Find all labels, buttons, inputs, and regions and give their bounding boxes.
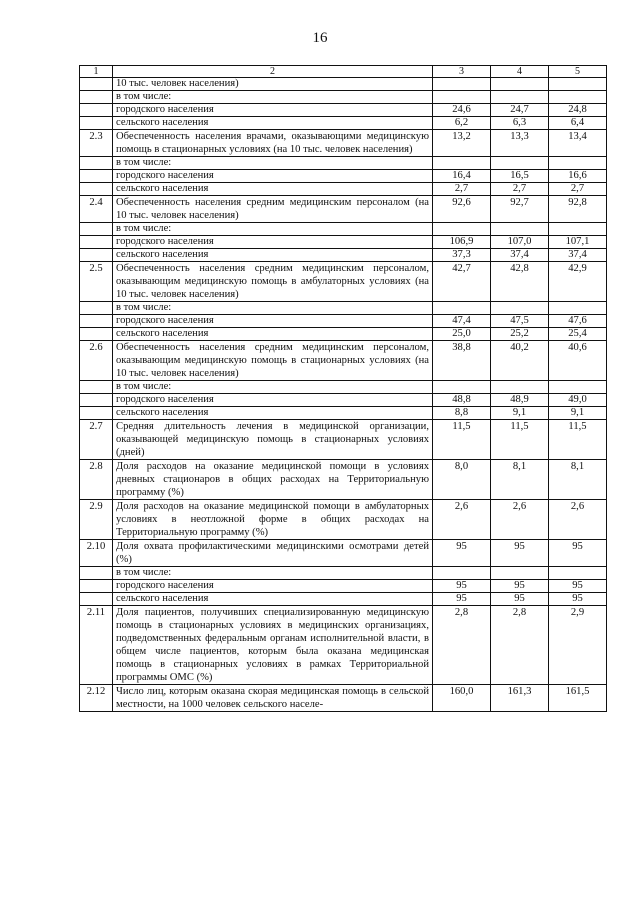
indicator-name-cell: Доля охвата профилактическими медицинскими осмотрами детей (%) <box>113 540 433 567</box>
indicator-name-cell: Обеспеченность населения средним медицинским персоналом (на 10 тыс. человек населения) <box>113 196 433 223</box>
indicator-name-cell: Доля расходов на оказание медицинской помощи в амбулаторных условиях в неотложной форме в общих расходах на Территориальную программу (%) <box>113 500 433 540</box>
value-cell-col4: 47,5 <box>491 315 549 328</box>
value-cell-col4: 13,3 <box>491 130 549 157</box>
indicator-name-cell: 10 тыс. человек населения) <box>113 78 433 91</box>
value-cell-col3 <box>433 157 491 170</box>
column-header: 3 <box>433 66 491 78</box>
table-subrow <box>80 170 607 183</box>
value-cell-col4: 16,5 <box>491 170 549 183</box>
indicator-name-cell: сельского населения <box>113 117 433 130</box>
value-cell-col4 <box>491 78 549 91</box>
value-cell-col4: 2,7 <box>491 183 549 196</box>
value-cell-col3: 37,3 <box>433 249 491 262</box>
value-cell-col5: 25,4 <box>549 328 607 341</box>
row-number-cell <box>80 580 113 593</box>
indicator-name-cell: Число лиц, которым оказана скорая медицинская помощь в сельской местности, на 1000 человек сельского населе- <box>113 685 433 712</box>
value-cell-col4 <box>491 567 549 580</box>
value-cell-col5: 49,0 <box>549 394 607 407</box>
row-number-cell <box>80 91 113 104</box>
row-number-cell: 2.5 <box>80 262 113 302</box>
indicator-name-cell: в том числе: <box>113 157 433 170</box>
value-cell-col5: 40,6 <box>549 341 607 381</box>
table-subrow <box>80 381 607 394</box>
table-subrow <box>80 249 607 262</box>
table-subrow <box>80 91 607 104</box>
value-cell-col4 <box>491 157 549 170</box>
value-cell-col5: 13,4 <box>549 130 607 157</box>
column-header: 4 <box>491 66 549 78</box>
row-number-cell <box>80 315 113 328</box>
value-cell-col3: 106,9 <box>433 236 491 249</box>
table-header-row <box>80 66 607 78</box>
indicator-name-cell: сельского населения <box>113 328 433 341</box>
value-cell-col3: 38,8 <box>433 341 491 381</box>
value-cell-col3: 24,6 <box>433 104 491 117</box>
value-cell-col5 <box>549 157 607 170</box>
value-cell-col4: 95 <box>491 580 549 593</box>
table-row <box>80 130 607 157</box>
value-cell-col4: 107,0 <box>491 236 549 249</box>
row-number-cell <box>80 183 113 196</box>
value-cell-col5: 92,8 <box>549 196 607 223</box>
value-cell-col4 <box>491 91 549 104</box>
value-cell-col3: 13,2 <box>433 130 491 157</box>
indicator-name-cell: сельского населения <box>113 249 433 262</box>
table-row <box>80 341 607 381</box>
row-number-cell: 2.11 <box>80 606 113 685</box>
table-subrow <box>80 394 607 407</box>
value-cell-col4: 6,3 <box>491 117 549 130</box>
value-cell-col5: 2,7 <box>549 183 607 196</box>
indicator-name-cell: городского населения <box>113 170 433 183</box>
table-subrow <box>80 183 607 196</box>
value-cell-col5 <box>549 302 607 315</box>
value-cell-col4: 9,1 <box>491 407 549 420</box>
row-number-cell <box>80 117 113 130</box>
indicators-table <box>79 65 607 712</box>
value-cell-col5 <box>549 567 607 580</box>
value-cell-col3 <box>433 91 491 104</box>
row-number-cell <box>80 170 113 183</box>
indicator-name-cell: в том числе: <box>113 302 433 315</box>
value-cell-col5: 8,1 <box>549 460 607 500</box>
value-cell-col4 <box>491 381 549 394</box>
value-cell-col3: 2,8 <box>433 606 491 685</box>
value-cell-col4: 48,9 <box>491 394 549 407</box>
value-cell-col3: 11,5 <box>433 420 491 460</box>
table-subrow <box>80 407 607 420</box>
value-cell-col3: 16,4 <box>433 170 491 183</box>
value-cell-col3 <box>433 223 491 236</box>
value-cell-col3 <box>433 78 491 91</box>
row-number-cell <box>80 104 113 117</box>
value-cell-col3: 95 <box>433 580 491 593</box>
value-cell-col5: 161,5 <box>549 685 607 712</box>
row-number-cell: 2.8 <box>80 460 113 500</box>
table-subrow <box>80 236 607 249</box>
value-cell-col5: 16,6 <box>549 170 607 183</box>
value-cell-col5: 37,4 <box>549 249 607 262</box>
value-cell-col5: 11,5 <box>549 420 607 460</box>
column-header: 5 <box>549 66 607 78</box>
value-cell-col3: 42,7 <box>433 262 491 302</box>
value-cell-col5: 24,8 <box>549 104 607 117</box>
value-cell-col4: 8,1 <box>491 460 549 500</box>
row-number-cell <box>80 328 113 341</box>
row-number-cell <box>80 223 113 236</box>
value-cell-col3: 92,6 <box>433 196 491 223</box>
column-header: 1 <box>80 66 113 78</box>
row-number-cell <box>80 236 113 249</box>
row-number-cell <box>80 407 113 420</box>
indicator-name-cell: городского населения <box>113 236 433 249</box>
value-cell-col5: 95 <box>549 580 607 593</box>
value-cell-col5: 9,1 <box>549 407 607 420</box>
value-cell-col5 <box>549 381 607 394</box>
table-row <box>80 460 607 500</box>
table-row <box>80 196 607 223</box>
value-cell-col4 <box>491 302 549 315</box>
row-number-cell: 2.10 <box>80 540 113 567</box>
table-subrow <box>80 104 607 117</box>
indicator-name-cell: городского населения <box>113 315 433 328</box>
row-number-cell <box>80 593 113 606</box>
row-number-cell <box>80 394 113 407</box>
table-subrow <box>80 78 607 91</box>
value-cell-col4: 37,4 <box>491 249 549 262</box>
row-number-cell: 2.7 <box>80 420 113 460</box>
indicator-name-cell: Обеспеченность населения врачами, оказывающими медицинскую помощь в стационарных условиях (на 10 тыс. человек населения) <box>113 130 433 157</box>
row-number-cell <box>80 78 113 91</box>
row-number-cell <box>80 302 113 315</box>
value-cell-col5: 6,4 <box>549 117 607 130</box>
value-cell-col3 <box>433 567 491 580</box>
table-subrow <box>80 328 607 341</box>
value-cell-col3: 8,0 <box>433 460 491 500</box>
indicator-name-cell: городского населения <box>113 394 433 407</box>
indicator-name-cell: Доля пациентов, получивших специализированную медицинскую помощь в стационарных условиях в медицинских организациях, подведомственных федеральным органам исполнительной власти, в общем числе пациентов, которым была оказана медицинская помощь в стационарных условиях в рамках Территориальной программы ОМС (%) <box>113 606 433 685</box>
value-cell-col5: 95 <box>549 593 607 606</box>
value-cell-col5 <box>549 78 607 91</box>
value-cell-col3: 160,0 <box>433 685 491 712</box>
table-row <box>80 500 607 540</box>
indicator-name-cell: сельского населения <box>113 183 433 196</box>
value-cell-col4: 161,3 <box>491 685 549 712</box>
row-number-cell <box>80 157 113 170</box>
value-cell-col5 <box>549 223 607 236</box>
value-cell-col4: 24,7 <box>491 104 549 117</box>
value-cell-col4 <box>491 223 549 236</box>
value-cell-col4: 40,2 <box>491 341 549 381</box>
value-cell-col5: 2,9 <box>549 606 607 685</box>
page-number: 16 <box>312 30 328 46</box>
value-cell-col5 <box>549 91 607 104</box>
value-cell-col5: 47,6 <box>549 315 607 328</box>
value-cell-col5: 2,6 <box>549 500 607 540</box>
value-cell-col4: 11,5 <box>491 420 549 460</box>
value-cell-col3: 95 <box>433 540 491 567</box>
indicator-name-cell: в том числе: <box>113 567 433 580</box>
indicator-name-cell: Средняя длительность лечения в медицинской организации, оказывающей медицинскую помощь в стационарных условиях (дней) <box>113 420 433 460</box>
table-row <box>80 420 607 460</box>
table-subrow <box>80 117 607 130</box>
table-row <box>80 540 607 567</box>
indicator-name-cell: сельского населения <box>113 593 433 606</box>
value-cell-col3: 47,4 <box>433 315 491 328</box>
table-subrow <box>80 223 607 236</box>
value-cell-col3: 2,7 <box>433 183 491 196</box>
value-cell-col4: 95 <box>491 593 549 606</box>
table-subrow <box>80 302 607 315</box>
indicator-name-cell: в том числе: <box>113 91 433 104</box>
value-cell-col5: 42,9 <box>549 262 607 302</box>
value-cell-col3 <box>433 302 491 315</box>
column-header: 2 <box>113 66 433 78</box>
row-number-cell: 2.9 <box>80 500 113 540</box>
indicator-name-cell: Обеспеченность населения средним медицинским персоналом, оказывающим медицинскую помощь в амбулаторных условиях (на 10 тыс. человек населения) <box>113 262 433 302</box>
value-cell-col3: 95 <box>433 593 491 606</box>
table-subrow <box>80 567 607 580</box>
table-row <box>80 606 607 685</box>
row-number-cell <box>80 381 113 394</box>
row-number-cell: 2.12 <box>80 685 113 712</box>
value-cell-col3: 8,8 <box>433 407 491 420</box>
indicator-name-cell: Обеспеченность населения средним медицинским персоналом, оказывающим медицинскую помощь в стационарных условиях (на 10 тыс. человек населения) <box>113 341 433 381</box>
table-subrow <box>80 580 607 593</box>
row-number-cell: 2.4 <box>80 196 113 223</box>
row-number-cell <box>80 249 113 262</box>
value-cell-col3 <box>433 381 491 394</box>
value-cell-col4: 92,7 <box>491 196 549 223</box>
value-cell-col5: 95 <box>549 540 607 567</box>
table-row <box>80 685 607 712</box>
value-cell-col5: 107,1 <box>549 236 607 249</box>
indicator-name-cell: в том числе: <box>113 223 433 236</box>
row-number-cell: 2.3 <box>80 130 113 157</box>
value-cell-col4: 2,8 <box>491 606 549 685</box>
value-cell-col4: 2,6 <box>491 500 549 540</box>
value-cell-col4: 25,2 <box>491 328 549 341</box>
value-cell-col3: 6,2 <box>433 117 491 130</box>
table-subrow <box>80 157 607 170</box>
indicator-name-cell: городского населения <box>113 104 433 117</box>
table-row <box>80 262 607 302</box>
value-cell-col3: 48,8 <box>433 394 491 407</box>
value-cell-col3: 2,6 <box>433 500 491 540</box>
indicator-name-cell: сельского населения <box>113 407 433 420</box>
row-number-cell <box>80 567 113 580</box>
indicator-name-cell: Доля расходов на оказание медицинской помощи в условиях дневных стационаров в общих расходах на Территориальную программу (%) <box>113 460 433 500</box>
indicator-name-cell: городского населения <box>113 580 433 593</box>
value-cell-col4: 95 <box>491 540 549 567</box>
value-cell-col4: 42,8 <box>491 262 549 302</box>
value-cell-col3: 25,0 <box>433 328 491 341</box>
row-number-cell: 2.6 <box>80 341 113 381</box>
table-subrow <box>80 593 607 606</box>
table-subrow <box>80 315 607 328</box>
indicator-name-cell: в том числе: <box>113 381 433 394</box>
